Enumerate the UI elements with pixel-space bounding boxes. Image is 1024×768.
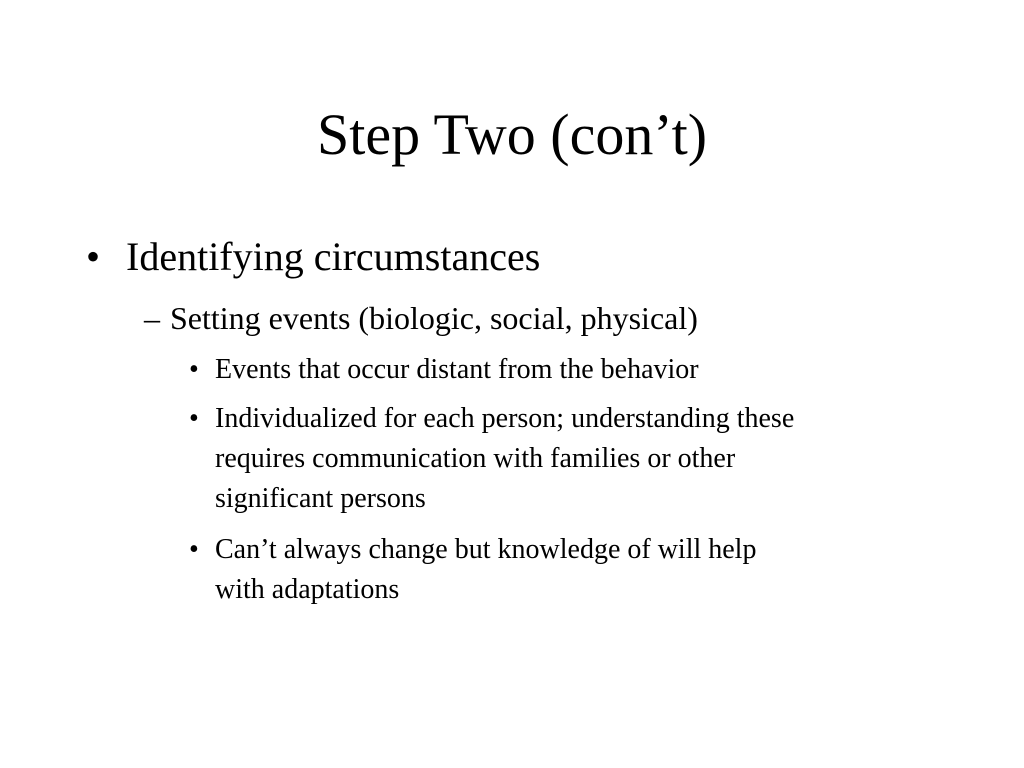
bullet-level3-text: requires communication with families or other [215,443,736,474]
bullet-level3-text: Events that occur distant from the behavior [215,354,699,385]
bullet-level3-text: significant persons [215,483,426,514]
bullet-level2-text: Setting events (biologic, social, physical) [170,300,698,336]
bullet-dot-icon: • [86,234,101,279]
bullet-dash-icon: – [144,300,160,336]
bullet-dot-icon: • [189,354,199,385]
bullet-dot-icon: • [189,534,199,565]
bullet-level3-text: with adaptations [215,574,400,605]
bullet-level3-text: Can’t always change but knowledge of will help [215,534,757,565]
bullet-level1-text: Identifying circumstances [126,234,541,279]
slide-title: Step Two (con’t) [316,102,708,167]
bullet-dot-icon: • [189,403,199,434]
bullet-level3-text: Individualized for each person; understanding these [215,403,795,434]
